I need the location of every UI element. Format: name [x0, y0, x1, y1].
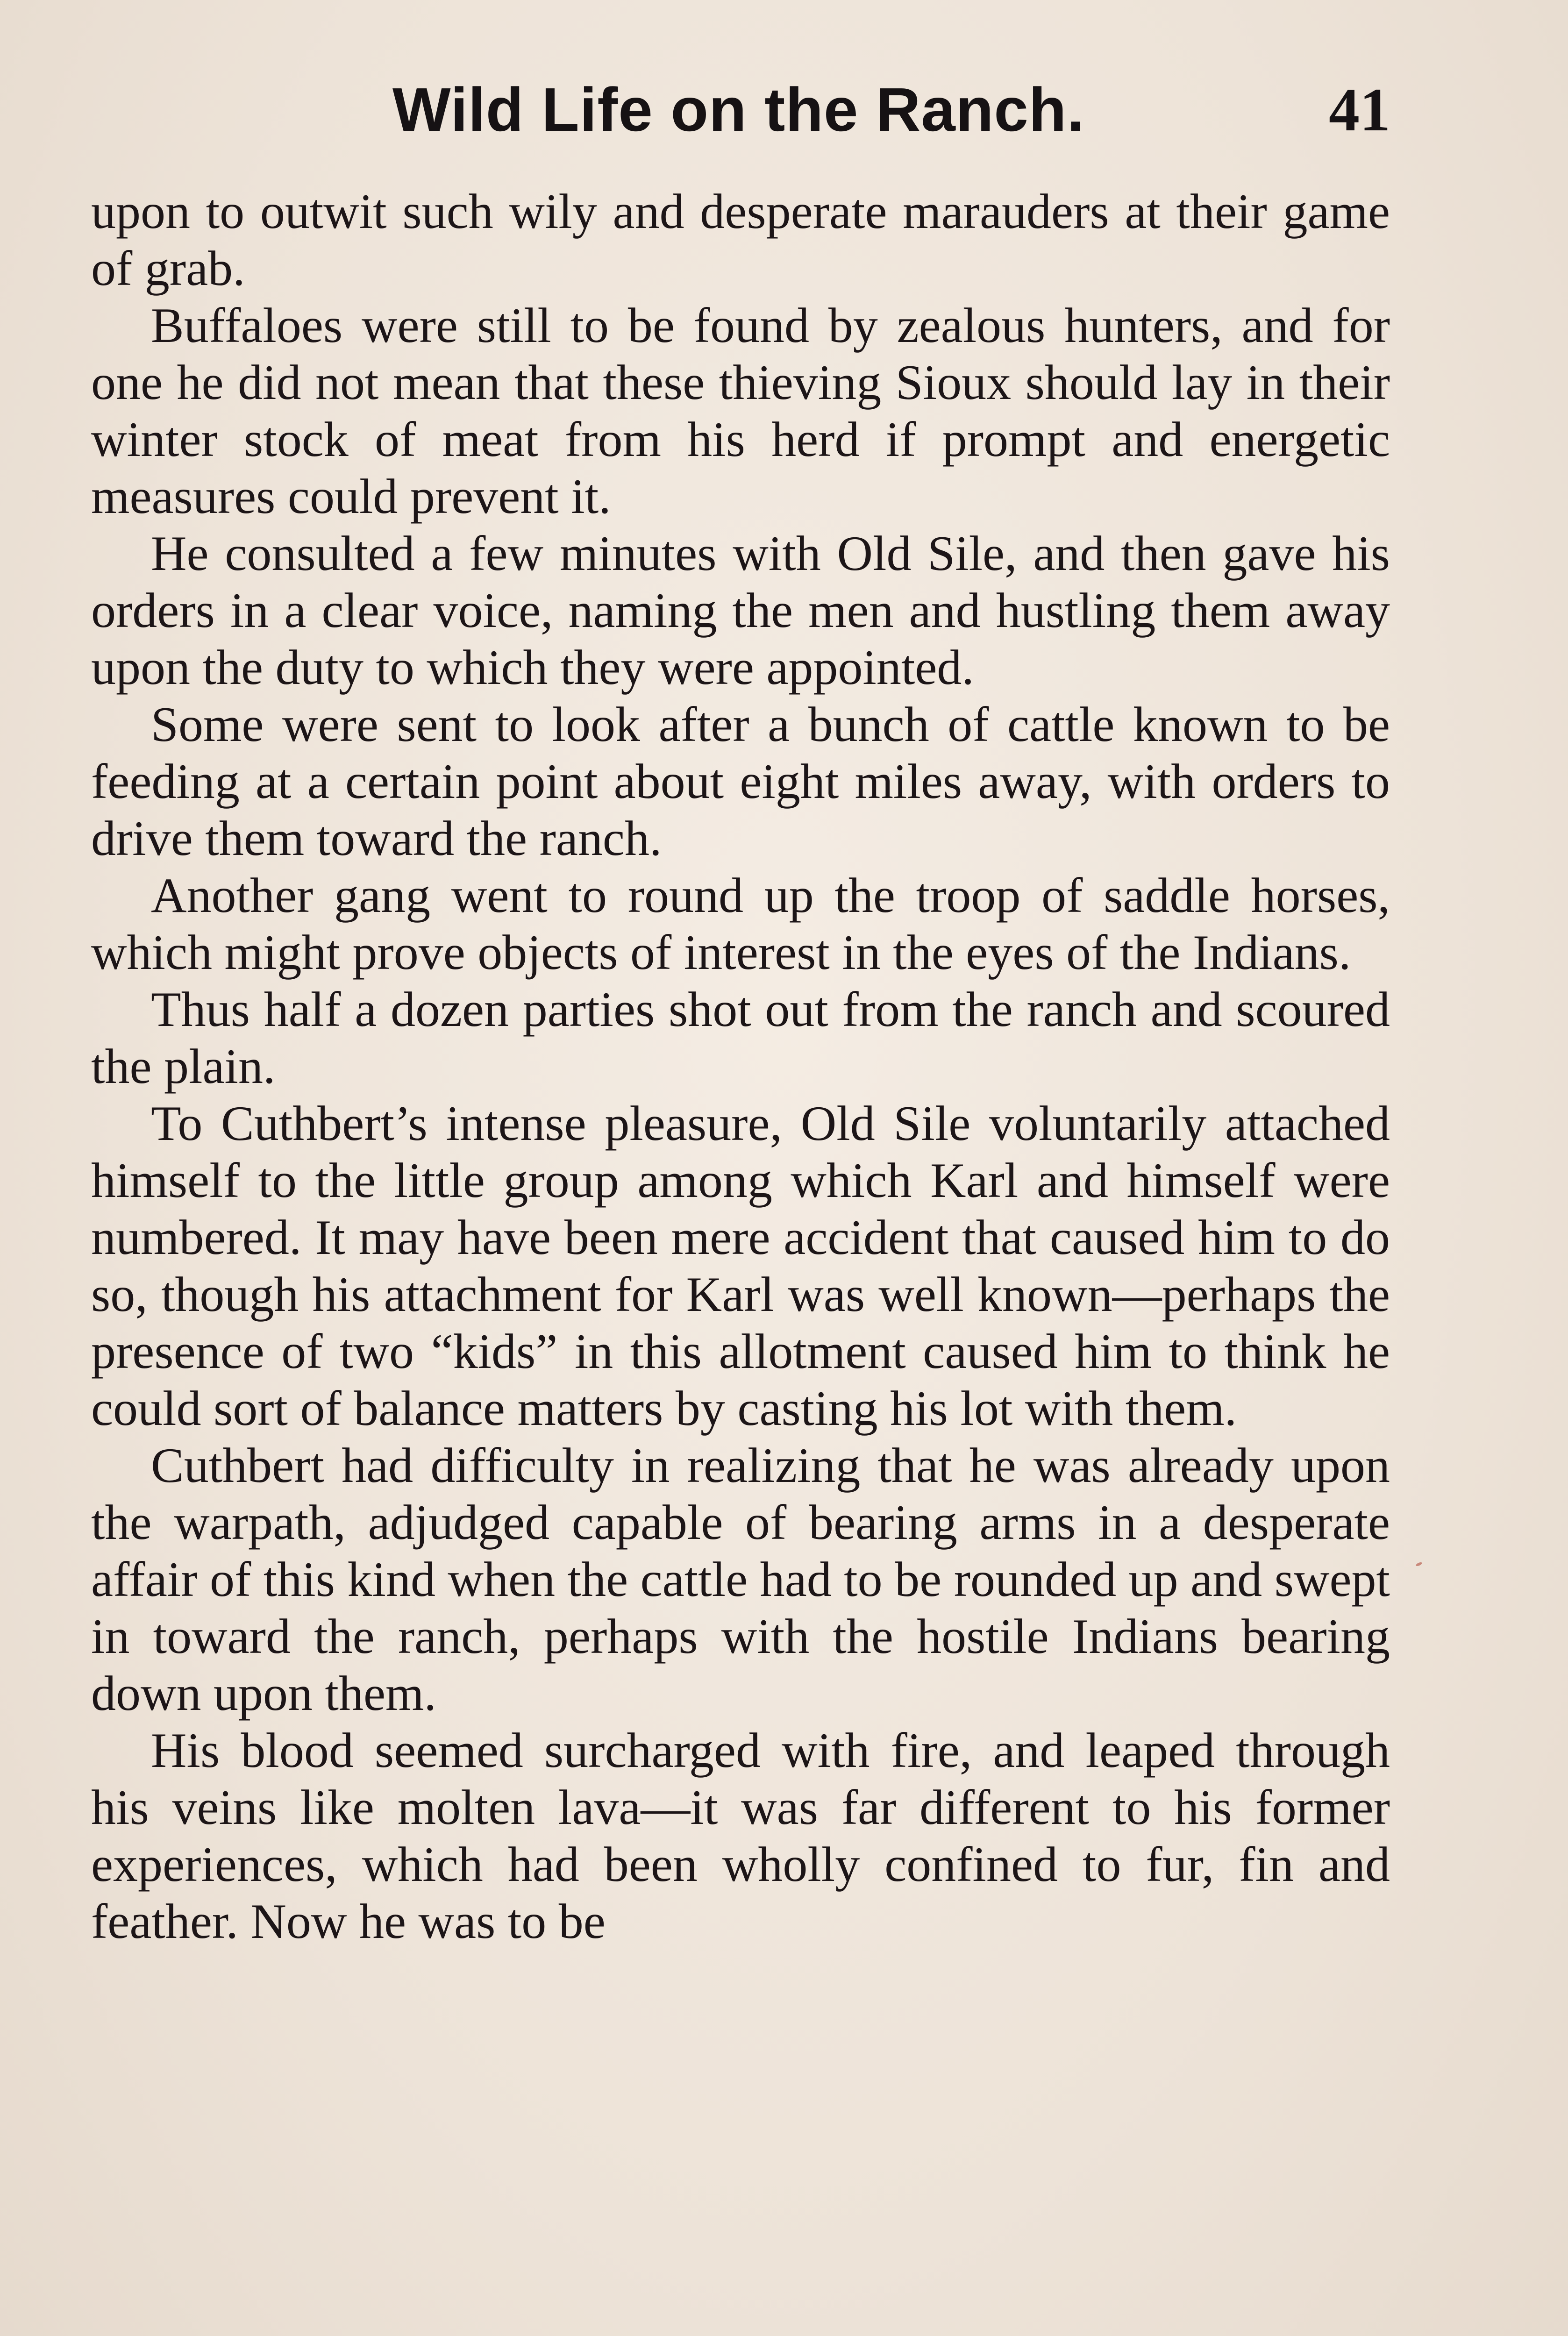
running-title: Wild Life on the Ranch. — [392, 75, 1085, 144]
paragraph: Cuthbert had difficulty in realizing that he was already upon the warpath, adjudged capable of bearing arms in a desperate affair of this kind when the cattle had to be rounded up and swept in toward the ranch, perhaps with the hostile Indians bearing down upon them. — [91, 1438, 1390, 1721]
paragraph: He consulted a few minutes with Old Sile, and then gave his orders in a clear voice, naming the men and hustling them away upon the duty to which they were appointed. — [91, 526, 1390, 695]
paragraph: upon to outwit such wily and desperate marauders at their game of grab. — [91, 184, 1390, 296]
paragraph: Another gang went to round up the troop of saddle horses, which might prove objects of interest in the eyes of the Indians. — [91, 868, 1390, 980]
paragraph: Some were sent to look after a bunch of cattle known to be feeding at a certain point about eight miles away, with orders to drive them toward the ranch. — [91, 697, 1390, 866]
body-text — [91, 183, 1390, 1950]
page-header — [93, 70, 1390, 150]
paragraph: Thus half a dozen parties shot out from the ranch and scoured the plain. — [91, 982, 1390, 1094]
paragraph: To Cuthbert’s intense pleasure, Old Sile voluntarily attached himself to the little group among which Karl and himself were numbered. It may have been mere accident that caused him to do so, though his attachment for Karl was well known—perhaps the presence of two “kids” in this allotment caused him to think he could sort of balance matters by casting his lot with them. — [91, 1096, 1390, 1436]
paragraph: His blood seemed surcharged with fire, and leaped through his veins like molten lava—it was far different to his former experiences, which had been wholly confined to fur, fin and feather. Now he was to be — [91, 1723, 1390, 1949]
paper-speck — [1415, 1561, 1422, 1567]
page-number: 41 — [1329, 75, 1390, 144]
paragraph: Buffaloes were still to be found by zealous hunters, and for one he did not mean that these thieving Sioux should lay in their winter stock of meat from his herd if prompt and energetic measures could prevent it. — [91, 298, 1390, 524]
